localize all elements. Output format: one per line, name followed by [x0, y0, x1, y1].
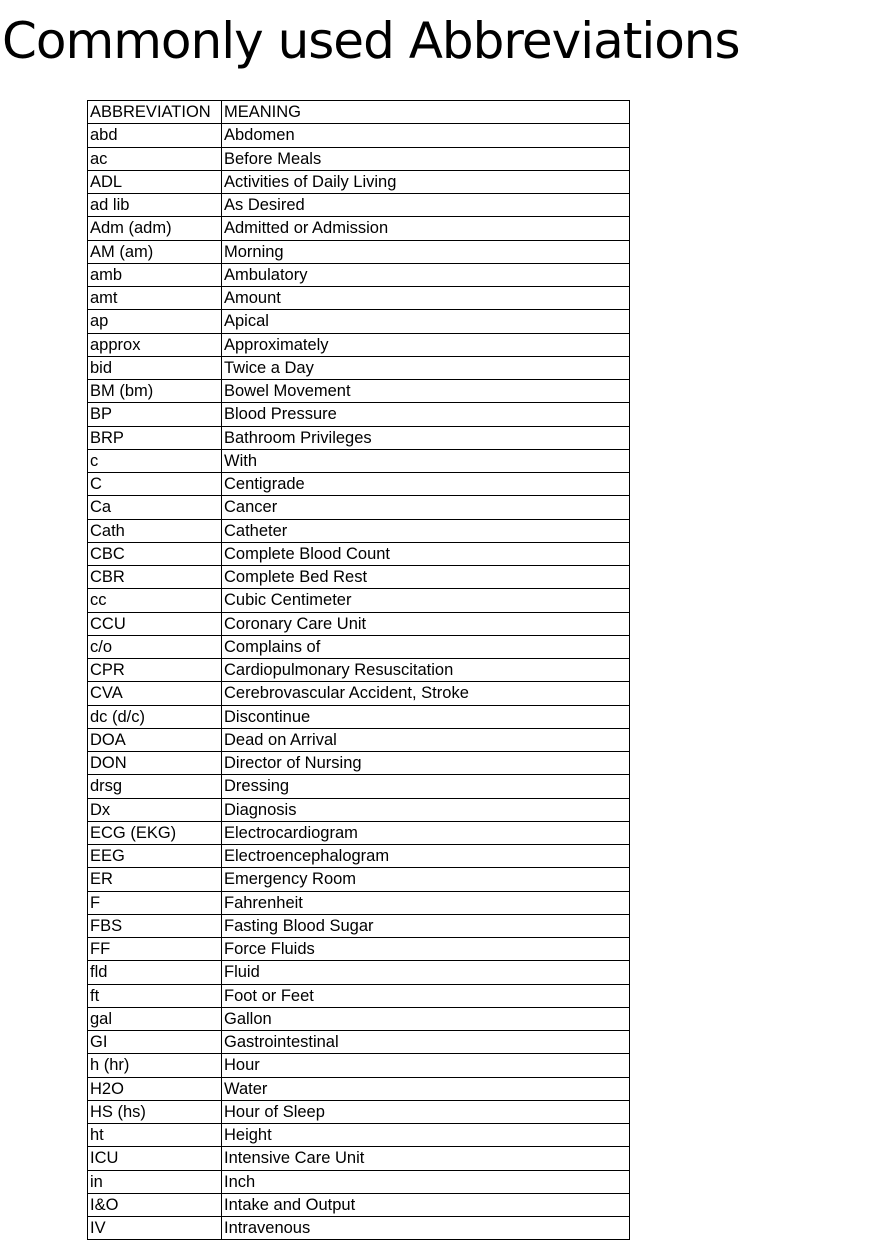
table-row: [88, 217, 630, 240]
table-row: [88, 1054, 630, 1077]
abbreviation-cell: c/o: [88, 635, 222, 658]
abbreviation-cell: amt: [88, 287, 222, 310]
meaning-cell: Activities of Daily Living: [222, 170, 630, 193]
table-row: [88, 1077, 630, 1100]
table-row: [88, 612, 630, 635]
table-row: [88, 752, 630, 775]
meaning-cell: Diagnosis: [222, 798, 630, 821]
meaning-cell: Intake and Output: [222, 1193, 630, 1216]
table-row: [88, 1193, 630, 1216]
table-row: [88, 868, 630, 891]
meaning-cell: Intensive Care Unit: [222, 1147, 630, 1170]
abbreviation-cell: ht: [88, 1124, 222, 1147]
meaning-cell: Twice a Day: [222, 356, 630, 379]
table-body: [88, 124, 630, 1240]
abbreviation-cell: approx: [88, 333, 222, 356]
table-row: [88, 798, 630, 821]
abbreviation-cell: FF: [88, 938, 222, 961]
abbreviation-cell: Cath: [88, 519, 222, 542]
abbreviation-cell: ICU: [88, 1147, 222, 1170]
abbreviation-cell: cc: [88, 589, 222, 612]
meaning-cell: Hour: [222, 1054, 630, 1077]
meaning-cell: Intravenous: [222, 1217, 630, 1240]
table-row: [88, 984, 630, 1007]
abbreviation-cell: GI: [88, 1031, 222, 1054]
meaning-cell: Cubic Centimeter: [222, 589, 630, 612]
meaning-cell: Complete Bed Rest: [222, 566, 630, 589]
table-row: [88, 1170, 630, 1193]
table-row: [88, 194, 630, 217]
abbreviation-cell: fld: [88, 961, 222, 984]
table-row: [88, 403, 630, 426]
table-row: [88, 775, 630, 798]
abbreviation-cell: FBS: [88, 914, 222, 937]
meaning-cell: Cardiopulmonary Resuscitation: [222, 659, 630, 682]
abbreviation-cell: AM (am): [88, 240, 222, 263]
table-row: [88, 961, 630, 984]
abbreviation-cell: c: [88, 449, 222, 472]
abbreviation-cell: F: [88, 891, 222, 914]
abbreviation-cell: I&O: [88, 1193, 222, 1216]
meaning-cell: Centigrade: [222, 473, 630, 496]
table-row: [88, 845, 630, 868]
table-row: [88, 240, 630, 263]
table-row: [88, 635, 630, 658]
header-abbreviation: ABBREVIATION: [88, 101, 222, 124]
meaning-cell: Hour of Sleep: [222, 1100, 630, 1123]
abbreviation-cell: EEG: [88, 845, 222, 868]
abbreviation-cell: bid: [88, 356, 222, 379]
meaning-cell: Apical: [222, 310, 630, 333]
meaning-cell: Before Meals: [222, 147, 630, 170]
abbreviation-cell: abd: [88, 124, 222, 147]
meaning-cell: Bowel Movement: [222, 380, 630, 403]
meaning-cell: Admitted or Admission: [222, 217, 630, 240]
page-title: Commonly used Abbreviations: [2, 12, 740, 70]
abbreviation-cell: CCU: [88, 612, 222, 635]
table-row: [88, 449, 630, 472]
table-row: [88, 310, 630, 333]
abbreviation-cell: ft: [88, 984, 222, 1007]
table-row: [88, 124, 630, 147]
table-row: [88, 1124, 630, 1147]
meaning-cell: Fasting Blood Sugar: [222, 914, 630, 937]
meaning-cell: Ambulatory: [222, 263, 630, 286]
meaning-cell: Approximately: [222, 333, 630, 356]
table-row: [88, 287, 630, 310]
abbreviation-cell: amb: [88, 263, 222, 286]
meaning-cell: Inch: [222, 1170, 630, 1193]
table-row: [88, 728, 630, 751]
table-row: [88, 542, 630, 565]
meaning-cell: Abdomen: [222, 124, 630, 147]
table-row: [88, 705, 630, 728]
meaning-cell: Height: [222, 1124, 630, 1147]
table-row: [88, 1007, 630, 1030]
abbreviation-cell: IV: [88, 1217, 222, 1240]
meaning-cell: Electrocardiogram: [222, 821, 630, 844]
table-row: [88, 891, 630, 914]
meaning-cell: Water: [222, 1077, 630, 1100]
meaning-cell: Discontinue: [222, 705, 630, 728]
meaning-cell: Morning: [222, 240, 630, 263]
abbreviation-cell: Ca: [88, 496, 222, 519]
meaning-cell: Bathroom Privileges: [222, 426, 630, 449]
abbreviation-cell: dc (d/c): [88, 705, 222, 728]
abbreviation-cell: DON: [88, 752, 222, 775]
abbreviation-cell: ac: [88, 147, 222, 170]
abbreviation-cell: Dx: [88, 798, 222, 821]
abbreviation-cell: ADL: [88, 170, 222, 193]
abbreviation-cell: ER: [88, 868, 222, 891]
table-row: [88, 938, 630, 961]
meaning-cell: Gastrointestinal: [222, 1031, 630, 1054]
meaning-cell: Dead on Arrival: [222, 728, 630, 751]
meaning-cell: Complains of: [222, 635, 630, 658]
table-row: [88, 566, 630, 589]
abbreviation-cell: gal: [88, 1007, 222, 1030]
abbreviation-cell: drsg: [88, 775, 222, 798]
table-row: [88, 426, 630, 449]
table-header-row: [88, 101, 630, 124]
abbreviation-cell: CBC: [88, 542, 222, 565]
table-row: [88, 821, 630, 844]
table-row: [88, 914, 630, 937]
abbreviations-table: [87, 100, 630, 1240]
meaning-cell: Emergency Room: [222, 868, 630, 891]
meaning-cell: Fahrenheit: [222, 891, 630, 914]
abbreviation-cell: ad lib: [88, 194, 222, 217]
meaning-cell: Fluid: [222, 961, 630, 984]
abbreviation-cell: HS (hs): [88, 1100, 222, 1123]
meaning-cell: Electroencephalogram: [222, 845, 630, 868]
abbreviation-cell: CBR: [88, 566, 222, 589]
abbreviation-cell: h (hr): [88, 1054, 222, 1077]
table-row: [88, 682, 630, 705]
abbreviation-cell: CVA: [88, 682, 222, 705]
table-row: [88, 380, 630, 403]
meaning-cell: Gallon: [222, 1007, 630, 1030]
table-row: [88, 356, 630, 379]
meaning-cell: As Desired: [222, 194, 630, 217]
table-row: [88, 1031, 630, 1054]
table-row: [88, 519, 630, 542]
header-meaning: MEANING: [222, 101, 630, 124]
abbreviation-cell: ECG (EKG): [88, 821, 222, 844]
table-row: [88, 147, 630, 170]
table-row: [88, 263, 630, 286]
abbreviation-cell: BRP: [88, 426, 222, 449]
abbreviation-cell: Adm (adm): [88, 217, 222, 240]
meaning-cell: Dressing: [222, 775, 630, 798]
abbreviation-cell: CPR: [88, 659, 222, 682]
meaning-cell: Foot or Feet: [222, 984, 630, 1007]
abbreviation-cell: C: [88, 473, 222, 496]
meaning-cell: Coronary Care Unit: [222, 612, 630, 635]
meaning-cell: Director of Nursing: [222, 752, 630, 775]
meaning-cell: Catheter: [222, 519, 630, 542]
table-row: [88, 333, 630, 356]
abbreviation-cell: in: [88, 1170, 222, 1193]
meaning-cell: Cerebrovascular Accident, Stroke: [222, 682, 630, 705]
table-row: [88, 496, 630, 519]
abbreviation-cell: DOA: [88, 728, 222, 751]
table-row: [88, 589, 630, 612]
meaning-cell: Cancer: [222, 496, 630, 519]
table-row: [88, 473, 630, 496]
table-row: [88, 1100, 630, 1123]
meaning-cell: Complete Blood Count: [222, 542, 630, 565]
abbreviation-cell: H2O: [88, 1077, 222, 1100]
meaning-cell: With: [222, 449, 630, 472]
table-row: [88, 659, 630, 682]
meaning-cell: Force Fluids: [222, 938, 630, 961]
table-row: [88, 1147, 630, 1170]
table-row: [88, 1217, 630, 1240]
meaning-cell: Blood Pressure: [222, 403, 630, 426]
abbreviation-cell: BM (bm): [88, 380, 222, 403]
table-row: [88, 170, 630, 193]
abbreviation-cell: BP: [88, 403, 222, 426]
meaning-cell: Amount: [222, 287, 630, 310]
abbreviation-cell: ap: [88, 310, 222, 333]
